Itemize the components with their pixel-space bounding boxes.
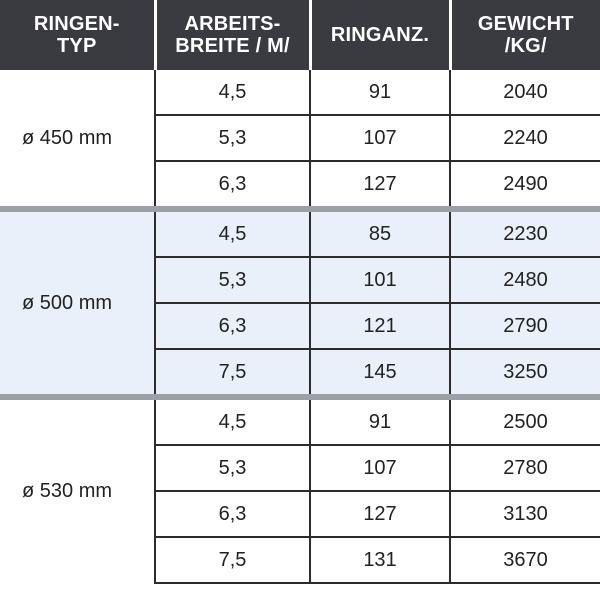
- ring-count-cell: 91: [310, 397, 450, 445]
- weight-cell: 2240: [450, 115, 600, 161]
- ring-count-cell: 127: [310, 491, 450, 537]
- weight-cell: 3250: [450, 349, 600, 397]
- table-row: [0, 70, 600, 115]
- ring-count-cell: 107: [310, 445, 450, 491]
- ring-count-cell: 101: [310, 257, 450, 303]
- group-500: [0, 209, 600, 397]
- header-line: GEWICHT: [477, 13, 574, 35]
- header-line: RINGEN-: [33, 13, 120, 35]
- weight-cell: 3670: [450, 537, 600, 583]
- width-cell: 6,3: [155, 491, 310, 537]
- header-gewicht: [450, 0, 600, 70]
- header-row: [0, 0, 600, 70]
- width-cell: 5,3: [155, 115, 310, 161]
- weight-cell: 2790: [450, 303, 600, 349]
- table-row: [0, 209, 600, 257]
- width-cell: 4,5: [155, 209, 310, 257]
- weight-cell: 2480: [450, 257, 600, 303]
- header-ringanzahl: [310, 0, 450, 70]
- ring-type-cell: ø 500 mm: [0, 209, 155, 397]
- ring-count-cell: 131: [310, 537, 450, 583]
- header-line: BREITE / M/: [175, 35, 290, 57]
- header-line: ARBEITS-: [184, 13, 281, 35]
- group-450: [0, 70, 600, 209]
- weight-cell: 2040: [450, 70, 600, 115]
- table-header: [0, 0, 600, 70]
- ring-count-cell: 145: [310, 349, 450, 397]
- width-cell: 5,3: [155, 445, 310, 491]
- ring-count-cell: 91: [310, 70, 450, 115]
- weight-cell: 2490: [450, 161, 600, 209]
- width-cell: 4,5: [155, 70, 310, 115]
- ring-type-cell: ø 530 mm: [0, 397, 155, 583]
- header-line: RINGANZ.: [330, 24, 430, 46]
- width-cell: 4,5: [155, 397, 310, 445]
- group-530: [0, 397, 600, 583]
- weight-cell: 2230: [450, 209, 600, 257]
- header-arbeitsbreite: [155, 0, 310, 70]
- header-ringentyp: [0, 0, 155, 70]
- ring-count-cell: 127: [310, 161, 450, 209]
- width-cell: 7,5: [155, 349, 310, 397]
- weight-cell: 2780: [450, 445, 600, 491]
- header-line: TYP: [57, 35, 97, 57]
- header-line: /KG/: [504, 35, 547, 57]
- weight-cell: 3130: [450, 491, 600, 537]
- ring-count-cell: 121: [310, 303, 450, 349]
- width-cell: 6,3: [155, 161, 310, 209]
- weight-cell: 2500: [450, 397, 600, 445]
- width-cell: 7,5: [155, 537, 310, 583]
- width-cell: 6,3: [155, 303, 310, 349]
- ring-type-cell: ø 450 mm: [0, 70, 155, 209]
- table-row: [0, 397, 600, 445]
- width-cell: 5,3: [155, 257, 310, 303]
- ring-count-cell: 85: [310, 209, 450, 257]
- ring-count-cell: 107: [310, 115, 450, 161]
